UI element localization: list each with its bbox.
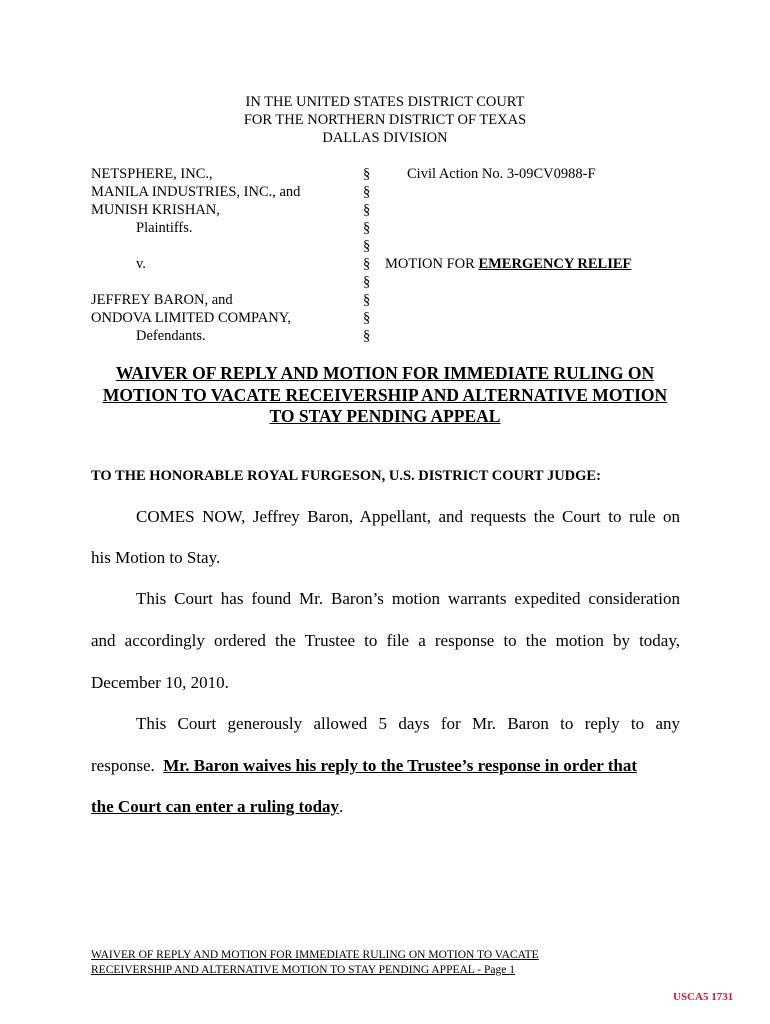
paragraph-line: This Court generously allowed 5 days for Mr. Baron to reply to any [136, 714, 680, 733]
paragraph-line [91, 797, 680, 817]
waiver-statement: Mr. Baron waives his reply to the Trustee’s response in order that [163, 756, 638, 775]
waiver-statement: the Court can enter a ruling today [91, 797, 340, 816]
section-symbol-column [363, 165, 375, 345]
footer-line: RECEIVERSHIP AND ALTERNATIVE MOTION TO STAY PENDING APPEAL - Page 1 [91, 964, 515, 976]
title-line: WAIVER OF REPLY AND MOTION FOR IMMEDIATE RULING ON [115, 363, 655, 383]
defendant-name: JEFFREY BARON, and [91, 292, 233, 308]
section-symbol: § [363, 328, 371, 344]
court-division: DALLAS DIVISION [322, 130, 448, 146]
section-symbol: § [363, 202, 371, 218]
page-footer [91, 948, 539, 978]
motion-prefix: MOTION FOR [385, 256, 479, 272]
paragraph-line: his Motion to Stay. [91, 548, 221, 567]
salutation: TO THE HONORABLE ROYAL FURGESON, U.S. DISTRICT COURT JUDGE: [91, 468, 601, 484]
plaintiff-name: NETSPHERE, INC., [91, 166, 213, 182]
court-district: FOR THE NORTHERN DISTRICT OF TEXAS [243, 112, 527, 128]
document-title [0, 363, 770, 428]
period: . [339, 797, 344, 816]
section-symbol: § [363, 310, 371, 326]
versus-label: v. [136, 256, 146, 272]
paragraph-line: COMES NOW, Jeffrey Baron, Appellant, and requests the Court to rule on [136, 507, 680, 526]
civil-action-number: Civil Action No. 3-09CV0988-F [407, 166, 596, 182]
paragraph-line [91, 756, 680, 776]
paragraph-line: This Court has found Mr. Baron’s motion warrants expedited consideration [136, 589, 680, 608]
bates-stamp: USCA5 1731 [673, 991, 734, 1003]
section-symbol: § [363, 166, 371, 182]
motion-emphasis: EMERGENCY RELIEF [478, 256, 632, 272]
paragraph-line: December 10, 2010. [91, 673, 229, 692]
motion-label [385, 255, 631, 273]
paragraph-line: and accordingly ordered the Trustee to file a response to the motion by today, [91, 631, 680, 650]
plaintiff-name: MUNISH KRISHAN, [91, 202, 220, 218]
parties-block [91, 165, 361, 345]
section-symbol: § [363, 256, 371, 272]
footer-line: WAIVER OF REPLY AND MOTION FOR IMMEDIATE RULING ON MOTION TO VACATE [91, 949, 539, 961]
court-header [0, 93, 770, 147]
section-symbol: § [363, 274, 371, 290]
section-symbol: § [363, 238, 371, 254]
defendants-role: Defendants. [136, 328, 206, 344]
section-symbol: § [363, 220, 371, 236]
defendant-name: ONDOVA LIMITED COMPANY, [91, 310, 291, 326]
section-symbol: § [363, 292, 371, 308]
section-symbol: § [363, 184, 371, 200]
plaintiff-name: MANILA INDUSTRIES, INC., and [91, 184, 301, 200]
title-line: MOTION TO VACATE RECEIVERSHIP AND ALTERNATIVE MOTION [102, 384, 668, 405]
court-name: IN THE UNITED STATES DISTRICT COURT [245, 94, 525, 110]
response-text: response. [91, 756, 155, 775]
plaintiffs-role: Plaintiffs. [136, 220, 193, 236]
title-line: TO STAY PENDING APPEAL [269, 406, 501, 426]
